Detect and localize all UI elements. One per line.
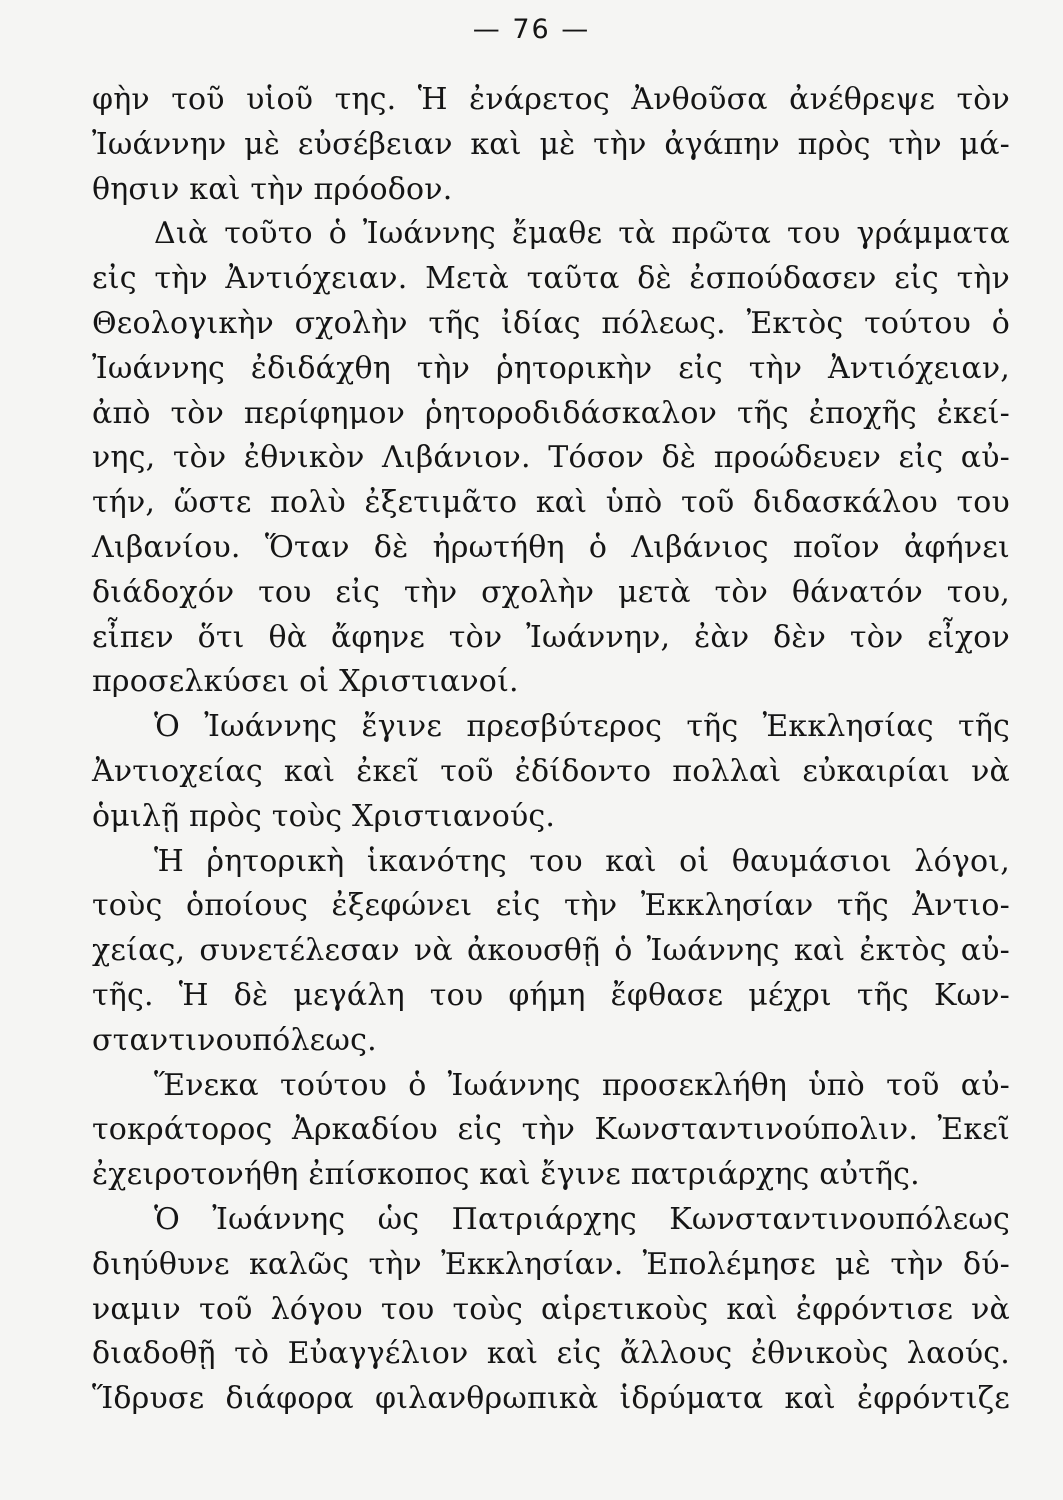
text-line: ἐχειροτονήθη ἐπίσκοπος καὶ ἔγινε πατριάρχης αὐτῆς. [92,1157,920,1193]
text-line: Θεολογικὴν σχολὴν τῆς ἰδίας πόλεως. Ἐκτὸς τούτου ὁ [92,305,1010,341]
text-line: προσελκύσει οἱ Χριστιανοί. [92,664,519,700]
page-number: — 76 — [472,14,591,45]
text-line: Ἰωάννης ἐδιδάχθη τὴν ῥητορικὴν εἰς τὴν Ἀντιόχειαν, [92,350,1010,386]
paragraph-first-line: Ἕνεκα τούτου ὁ Ἰωάννης προσεκλήθη ὑπὸ τοῦ αὐ- [154,1067,1010,1103]
page-text-body [92,78,1010,1422]
text-line: τοκράτορος Ἀρκαδίου εἰς τὴν Κωνσταντινούπολιν. Ἐκεῖ [92,1112,1010,1148]
text-line: διάδοχόν του εἰς τὴν σχολὴν μετὰ τὸν θάνατόν του, [92,574,1010,610]
text-line: τῆς. Ἡ δὲ μεγάλη του φήμη ἔφθασε μέχρι τῆς Κων- [92,977,1010,1013]
text-line: Ἰωάννην μὲ εὐσέβειαν καὶ μὲ τὴν ἀγάπην πρὸς τὴν μά- [92,126,1010,162]
text-line: σταντινουπόλεως. [92,1022,377,1058]
text-line: νης, τὸν ἐθνικὸν Λιβάνιον. Τόσον δὲ προώδευεν εἰς αὐ- [92,440,1010,476]
text-line: ὁμιλῇ πρὸς τοὺς Χριστιανούς. [92,798,556,834]
text-line: Ἀντιοχείας καὶ ἐκεῖ τοῦ ἐδίδοντο πολλαὶ εὐκαιρίαι νὰ [92,753,1010,789]
paragraph-first-line: Ὁ Ἰωάννης ἔγινε πρεσβύτερος τῆς Ἐκκλησίας τῆς [154,709,1010,745]
text-line: θησιν καὶ τὴν πρόοδον. [92,171,453,207]
paragraph-first-line: Ὁ Ἰωάννης ὡς Πατριάρχης Κωνσταντινουπόλεως [154,1201,1010,1237]
text-line: Ἵδρυσε διάφορα φιλανθρωπικὰ ἱδρύματα καὶ ἐφρόντιζε [92,1381,1010,1417]
text-line: ναμιν τοῦ λόγου του τοὺς αἱρετικοὺς καὶ ἐφρόντισε νὰ [92,1291,1010,1327]
text-line: εἰς τὴν Ἀντιόχειαν. Μετὰ ταῦτα δὲ ἐσπούδασεν εἰς τὴν [92,261,1010,297]
text-line: διαδοθῇ τὸ Εὐαγγέλιον καὶ εἰς ἄλλους ἐθνικοὺς λαούς. [92,1336,1010,1372]
text-line: εἶπεν ὅτι θὰ ἄφηνε τὸν Ἰωάννην, ἐὰν δὲν τὸν εἶχον [92,619,1010,655]
text-line: Λιβανίου. Ὅταν δὲ ἠρωτήθη ὁ Λιβάνιος ποῖον ἀφήνει [92,529,1010,565]
paragraph-first-line: Διὰ τοῦτο ὁ Ἰωάννης ἔμαθε τὰ πρῶτα του γράμματα [154,216,1010,252]
paragraph-first-line: Ἡ ῥητορικὴ ἱκανότης του καὶ οἱ θαυμάσιοι λόγοι, [154,843,1010,879]
text-line: διηύθυνε καλῶς τὴν Ἐκκλησίαν. Ἐπολέμησε μὲ τὴν δύ- [92,1246,1010,1282]
text-line: ἀπὸ τὸν περίφημον ῥητοροδιδάσκαλον τῆς ἐποχῆς ἐκεί- [92,395,1010,431]
text-line: φὴν τοῦ υἱοῦ της. Ἡ ἐνάρετος Ἀνθοῦσα ἀνέθρεψε τὸν [92,82,1010,117]
text-line: χείας, συνετέλεσαν νὰ ἀκουσθῇ ὁ Ἰωάννης καὶ ἐκτὸς αὐ- [92,933,1010,969]
text-line: τήν, ὥστε πολὺ ἐξετιμᾶτο καὶ ὑπὸ τοῦ διδασκάλου του [92,485,1010,521]
text-line: τοὺς ὁποίους ἐξεφώνει εἰς τὴν Ἐκκλησίαν τῆς Ἀντιο- [92,888,1010,924]
